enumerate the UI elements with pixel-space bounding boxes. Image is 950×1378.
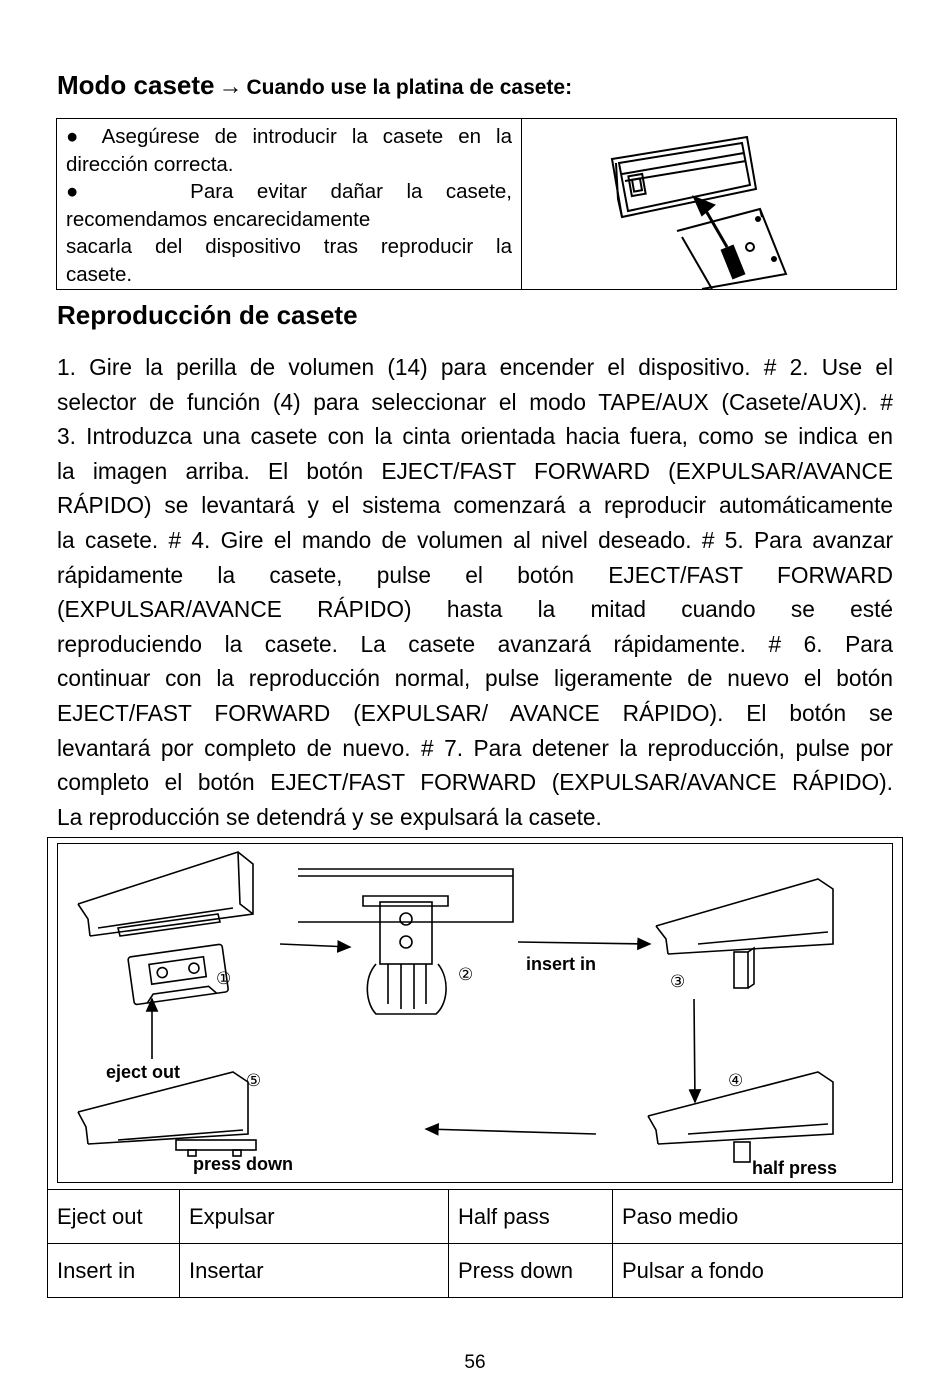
step-number: ① xyxy=(216,969,232,988)
step-number: ④ xyxy=(728,1071,744,1090)
body-paragraph xyxy=(57,350,893,834)
cassette-icon xyxy=(128,944,232,1005)
table-row xyxy=(48,1190,903,1244)
translation-table xyxy=(47,1189,903,1298)
step5-unit-icon xyxy=(78,1072,256,1156)
step1-unit-icon xyxy=(78,852,253,936)
intro-line: sacarla del dispositivo tras reproducir la xyxy=(66,235,512,258)
table-cell: Paso medio xyxy=(613,1190,903,1244)
table-cell: Insertar xyxy=(180,1244,449,1298)
step2-insert-icon xyxy=(298,869,513,1014)
intro-line: dirección correcta. xyxy=(66,152,234,176)
body-line: rápidamente la casete, pulse el botón EJECT/FAST FORWARD xyxy=(57,561,893,588)
page-number: 56 xyxy=(464,1352,486,1373)
cassette-deck-icon xyxy=(522,119,896,289)
intro-table xyxy=(56,118,897,290)
table-cell: Half pass xyxy=(449,1190,613,1244)
step-numbers xyxy=(216,965,743,1090)
intro-line: ● Para evitar dañar la casete, xyxy=(66,180,512,203)
table-cell: Insert in xyxy=(48,1244,180,1298)
label-insert-in: insert in xyxy=(526,954,597,974)
heading-main: Modo casete xyxy=(57,70,215,100)
body-line: continuar con la reproducción normal, pulse ligeramente de nuevo el botón xyxy=(57,665,893,692)
intro-line: recomendamos encarecidamente xyxy=(66,207,371,231)
section-title: Reproducción de casete xyxy=(57,300,358,330)
diagram-inner-frame xyxy=(57,843,893,1183)
table-cell: Eject out xyxy=(48,1190,180,1244)
body-line: completo el botón EJECT/FAST FORWARD (EXPULSAR/AVANCE RÁPIDO). xyxy=(57,769,893,796)
label-press-down: press down xyxy=(193,1154,294,1174)
body-line: la imagen arriba. El botón EJECT/FAST FORWARD (EXPULSAR/AVANCE xyxy=(57,457,893,484)
cassette-insert-illustration xyxy=(522,119,896,289)
table-cell: Expulsar xyxy=(180,1190,449,1244)
intro-line: casete. xyxy=(66,262,133,286)
intro-text-cell xyxy=(57,119,522,289)
body-line: levantará por completo de nuevo. # 7. Para detener la reproducción, pulse por xyxy=(57,734,893,761)
table-cell: Pulsar a fondo xyxy=(613,1244,903,1298)
bullet-icon: ● xyxy=(66,180,97,203)
label-eject-out: eject out xyxy=(106,1062,181,1082)
body-line: 3. Introduzca una casete con la cinta orientada hacia fuera, como se indica en xyxy=(57,423,893,450)
step-number: ② xyxy=(458,965,474,984)
body-line: selector de función (4) para seleccionar el modo TAPE/AUX (Casete/AUX). # xyxy=(57,388,893,415)
table-cell: Press down xyxy=(449,1244,613,1298)
body-line: EJECT/FAST FORWARD (EXPULSAR/ AVANCE RÁPIDO). El botón se xyxy=(57,699,893,726)
table-row xyxy=(48,1244,903,1298)
body-line: reproduciendo la casete. La casete avanzará rápidamente. # 6. Para xyxy=(57,630,893,657)
heading-sub: Cuando use la platina de casete: xyxy=(246,76,573,99)
body-line: 1. Gire la perilla de volumen (14) para encender el dispositivo. # 2. Use el xyxy=(57,354,893,380)
intro-line: ● Asegúrese de introducir la casete en la xyxy=(66,125,512,148)
body-line: (EXPULSAR/AVANCE RÁPIDO) hasta la mitad cuando se esté xyxy=(57,596,893,623)
cassette-operation-diagram xyxy=(47,837,903,1190)
step-number: ③ xyxy=(670,972,686,991)
page-heading xyxy=(57,70,907,110)
body-line: La reproducción se detendrá y se expulsará la casete. xyxy=(57,803,602,830)
step-number: ⑤ xyxy=(246,1071,262,1090)
body-line: la casete. # 4. Gire el mando de volumen al nivel deseado. # 5. Para avanzar xyxy=(57,526,893,553)
bullet-icon: ● xyxy=(66,125,88,148)
body-line: RÁPIDO) se levantará y el sistema comenzará a reproducir automáticamente xyxy=(57,492,893,519)
heading-arrow-icon: → xyxy=(218,73,243,100)
label-half-press: half press xyxy=(752,1158,838,1178)
cassette-steps-illustration xyxy=(58,844,892,1182)
